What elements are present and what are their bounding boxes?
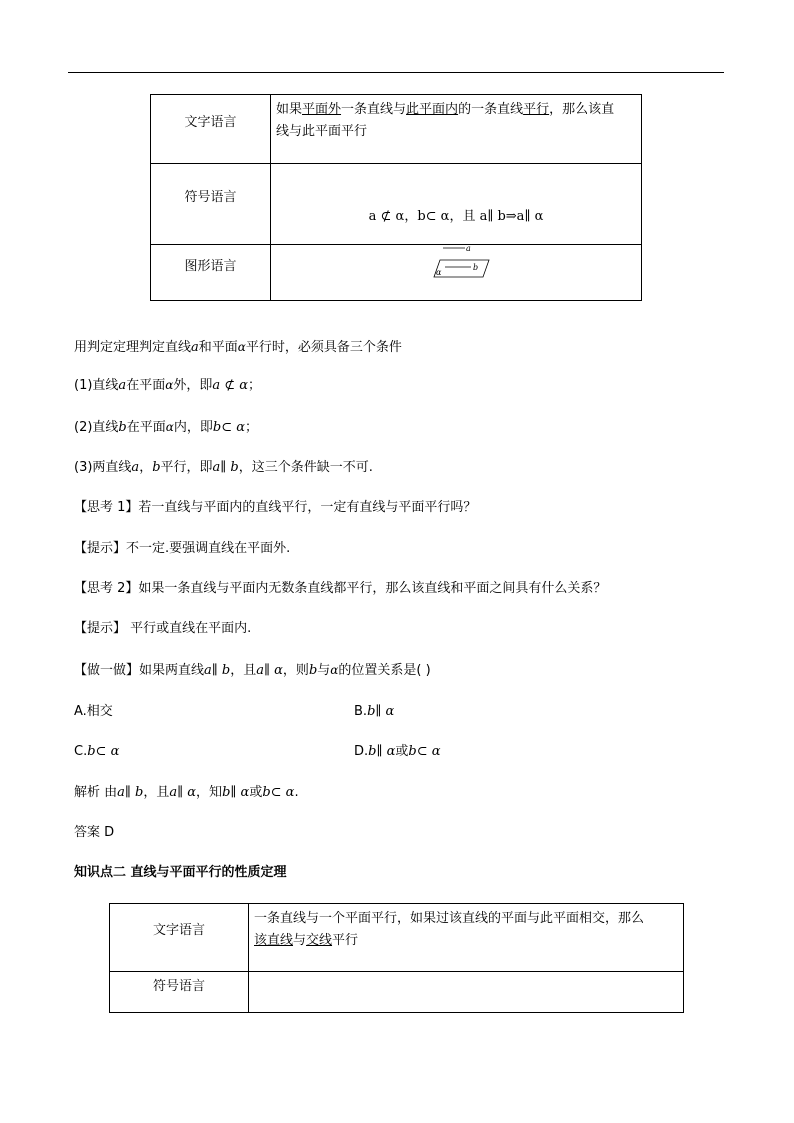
parallel-plane-diagram	[427, 245, 497, 285]
row-label-symbol: 符号语言	[151, 164, 271, 245]
think-1: 【思考 1】若一直线与平面内的直线平行，一定有直线与平面平行吗？	[74, 500, 477, 515]
analysis: 解析 由a∥ b，且a∥ α，知b∥ α或b⊂ α.	[74, 785, 299, 800]
row-label-figure: 图形语言	[151, 245, 271, 301]
condition-2: (2)直线b在平面α内，即b⊂ α；	[74, 420, 259, 435]
think-2: 【思考 2】如果一条直线与平面内无数条直线都平行，那么该直线和平面之间具有什么关系？	[74, 581, 607, 596]
plane-alpha	[434, 260, 489, 277]
row-text-content: 一条直线与一个平面平行，如果过该直线的平面与此平面相交，那么 该直线与交线平行	[249, 904, 684, 972]
row-text-content: 如果平面外一条直线与此平面内的一条直线平行，那么该直 线与此平面平行	[271, 95, 642, 164]
hint-2: 【提示】 平行或直线在平面内.	[74, 621, 252, 636]
property-theorem-table	[109, 903, 684, 1013]
option-b: B.b∥ α	[354, 704, 395, 719]
row-label-text: 文字语言	[151, 95, 271, 164]
option-a: A.相交	[74, 704, 113, 719]
table-row	[110, 904, 684, 972]
row-label-text: 文字语言	[110, 904, 249, 972]
condition-1: (1)直线a在平面α外，即a ⊄ α；	[74, 378, 262, 393]
hint-1: 【提示】不一定.要强调直线在平面外.	[74, 541, 291, 556]
symbol-formula: a ⊄ α，b⊂ α，且 a∥ b⇒a∥ α	[271, 164, 642, 245]
figure-cell	[271, 245, 642, 301]
table-row	[151, 95, 642, 164]
label-a: a	[466, 245, 471, 253]
symbol-cell-empty	[249, 972, 684, 1013]
table-row	[151, 164, 642, 245]
answer: 答案 D	[74, 825, 115, 840]
table-row	[110, 972, 684, 1013]
section-heading: 知识点二 直线与平面平行的性质定理	[74, 865, 287, 880]
label-b: b	[473, 263, 479, 272]
table-row	[151, 245, 642, 301]
option-c: C.b⊂ α	[74, 744, 120, 759]
label-alpha: α	[436, 268, 442, 277]
intro-paragraph: 用判定定理判定直线a和平面α平行时，必须具备三个条件	[74, 340, 402, 355]
row-label-symbol: 符号语言	[110, 972, 249, 1013]
try-it-question: 【做一做】如果两直线a∥ b，且a∥ α，则b与α的位置关系是( )	[74, 663, 431, 678]
judgment-theorem-table	[150, 94, 642, 301]
option-d: D.b∥ α或b⊂ α	[354, 744, 441, 759]
condition-3: (3)两直线a，b平行，即a∥ b，这三个条件缺一不可.	[74, 460, 373, 475]
header-rule	[68, 72, 724, 73]
